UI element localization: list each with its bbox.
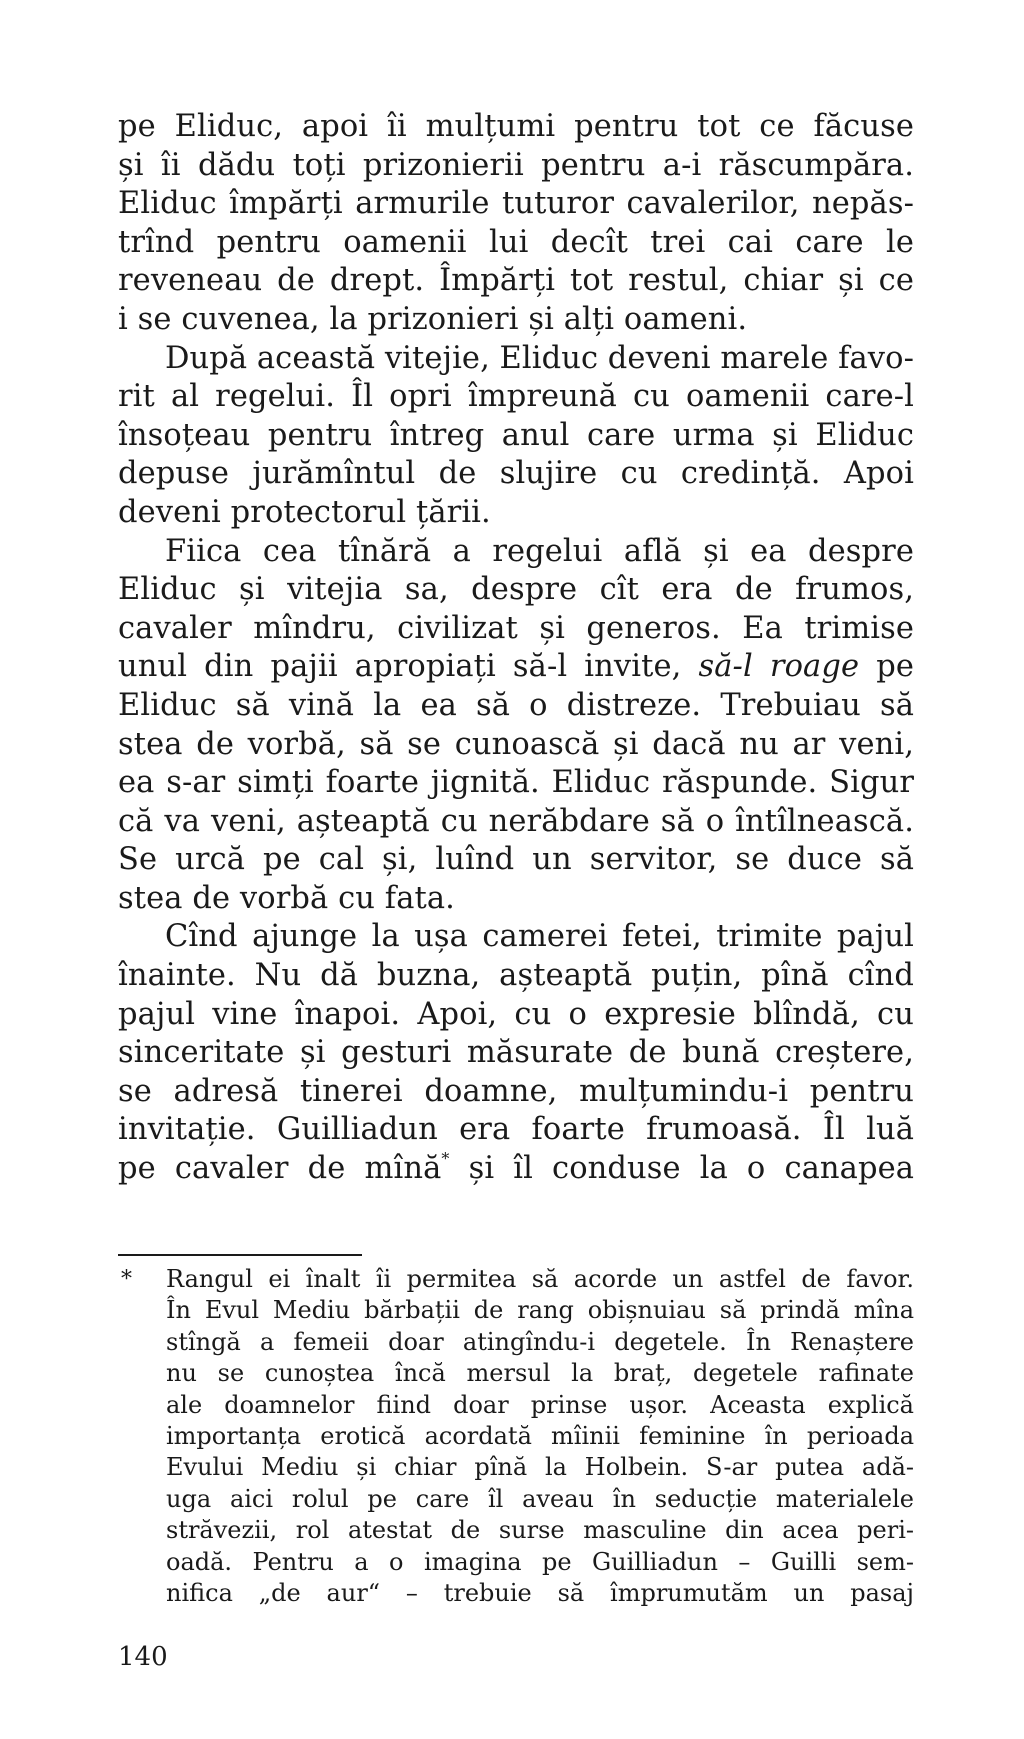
main-text	[118, 108, 914, 1189]
text-line: se adresă tinerei doamne, mulțumindu-i pentru	[118, 1073, 914, 1109]
text-line: sinceritate și gesturi măsurate de bună creștere,	[118, 1035, 914, 1071]
footnote-line: Evului Mediu și chiar pînă la Holbein. S-ar putea adă-	[166, 1453, 914, 1482]
footnote-line: oadă. Pentru a o imagina pe Guilliadun – Guilli sem-	[166, 1547, 914, 1576]
text-line: pajul vine înapoi. Apoi, cu o expresie blîndă, cu	[118, 996, 914, 1032]
footnote-line: nifica „de aur“ – trebuie să împrumutăm un pasaj	[166, 1578, 914, 1607]
text-line: Eliduc să vină la ea să o distreze. Trebuiau să	[118, 687, 914, 723]
footnote-line: importanța erotică acordată mîinii feminine în perioada	[166, 1421, 914, 1450]
text-line: și îi dădu toți prizonierii pentru a-i răscumpăra.	[118, 147, 914, 183]
text-line: că va veni, așteaptă cu nerăbdare să o întîlnească.	[118, 803, 914, 839]
italic-phrase: să-l roage	[698, 649, 860, 685]
text-segment: pe	[876, 649, 915, 685]
text-line: Eliduc împărți armurile tuturor cavalerilor, nepăs-	[118, 186, 914, 222]
text-line: reveneau de drept. Împărți tot restul, chiar și ce	[118, 263, 914, 299]
footnote-line: străvezii, rol atestat de surse masculine din acea peri-	[166, 1516, 914, 1545]
footnote-line: nu se cunoștea încă mersul la braț, degetele rafinate	[166, 1359, 914, 1388]
text-line: cavaler mîndru, civilizat și generos. Ea trimise	[118, 610, 914, 646]
text-segment: și îl conduse la o canapea	[468, 1151, 914, 1187]
text-line: Eliduc și vitejia sa, despre cît era de frumos,	[118, 572, 914, 608]
text-line: i se cuvenea, la prizonieri și alți oameni.	[118, 301, 748, 337]
text-line-with-italic	[118, 648, 914, 687]
text-line-with-footnote-ref	[118, 1150, 914, 1189]
footnote-reference: *	[441, 1149, 450, 1169]
text-line: invitație. Guilliadun era foarte frumoasă. Îl luă	[118, 1112, 914, 1148]
footnote-line: În Evul Mediu bărbații de rang obișnuiau să prindă mîna	[166, 1296, 914, 1325]
footnote-marker: *	[121, 1267, 132, 1292]
page-number: 140	[118, 1642, 168, 1672]
text-line: trînd pentru oamenii lui decît trei cai care le	[118, 224, 914, 260]
text-line: înainte. Nu dă buzna, așteaptă puțin, pînă cînd	[118, 958, 914, 994]
text-line: stea de vorbă, să se cunoască și dacă nu ar veni,	[118, 726, 914, 762]
footnote-divider	[118, 1254, 362, 1256]
footnote-line: uga aici rolul pe care îl aveau în seducție materialele	[166, 1484, 914, 1513]
text-line: însoțeau pentru întreg anul care urma și Eliduc	[118, 417, 914, 453]
footnote-body	[166, 1264, 914, 1609]
footnote-line: Rangul ei înalt îi permitea să acorde un astfel de favor.	[166, 1265, 914, 1293]
text-line: rit al regelui. Îl opri împreună cu oamenii care-l	[118, 379, 914, 415]
text-line: Cînd ajunge la ușa camerei fetei, trimite pajul	[165, 919, 914, 955]
text-line: stea de vorbă cu fata.	[118, 880, 455, 916]
text-line: Se urcă pe cal și, luînd un servitor, se duce să	[118, 842, 914, 878]
text-line: deveni protectorul țării.	[118, 494, 491, 530]
text-line: ea s-ar simți foarte jignită. Eliduc răspunde. Sigur	[118, 765, 914, 801]
footnote-line: stîngă a femeii doar atingîndu-i degetele. În Renaștere	[166, 1327, 914, 1356]
footnote-line: ale doamnelor fiind doar prinse ușor. Aceasta explică	[166, 1390, 914, 1419]
text-segment: unul din pajii apropiați să-l invite,	[118, 649, 682, 685]
text-line: depuse jurămîntul de slujire cu credință. Apoi	[118, 456, 914, 492]
text-line: Fiica cea tînără a regelui află și ea despre	[165, 533, 914, 569]
text-line: pe Eliduc, apoi îi mulțumi pentru tot ce făcuse	[118, 109, 914, 144]
text-segment: pe cavaler de mînă	[118, 1151, 442, 1187]
text-line: După această vitejie, Eliduc deveni marele favo-	[165, 340, 914, 376]
